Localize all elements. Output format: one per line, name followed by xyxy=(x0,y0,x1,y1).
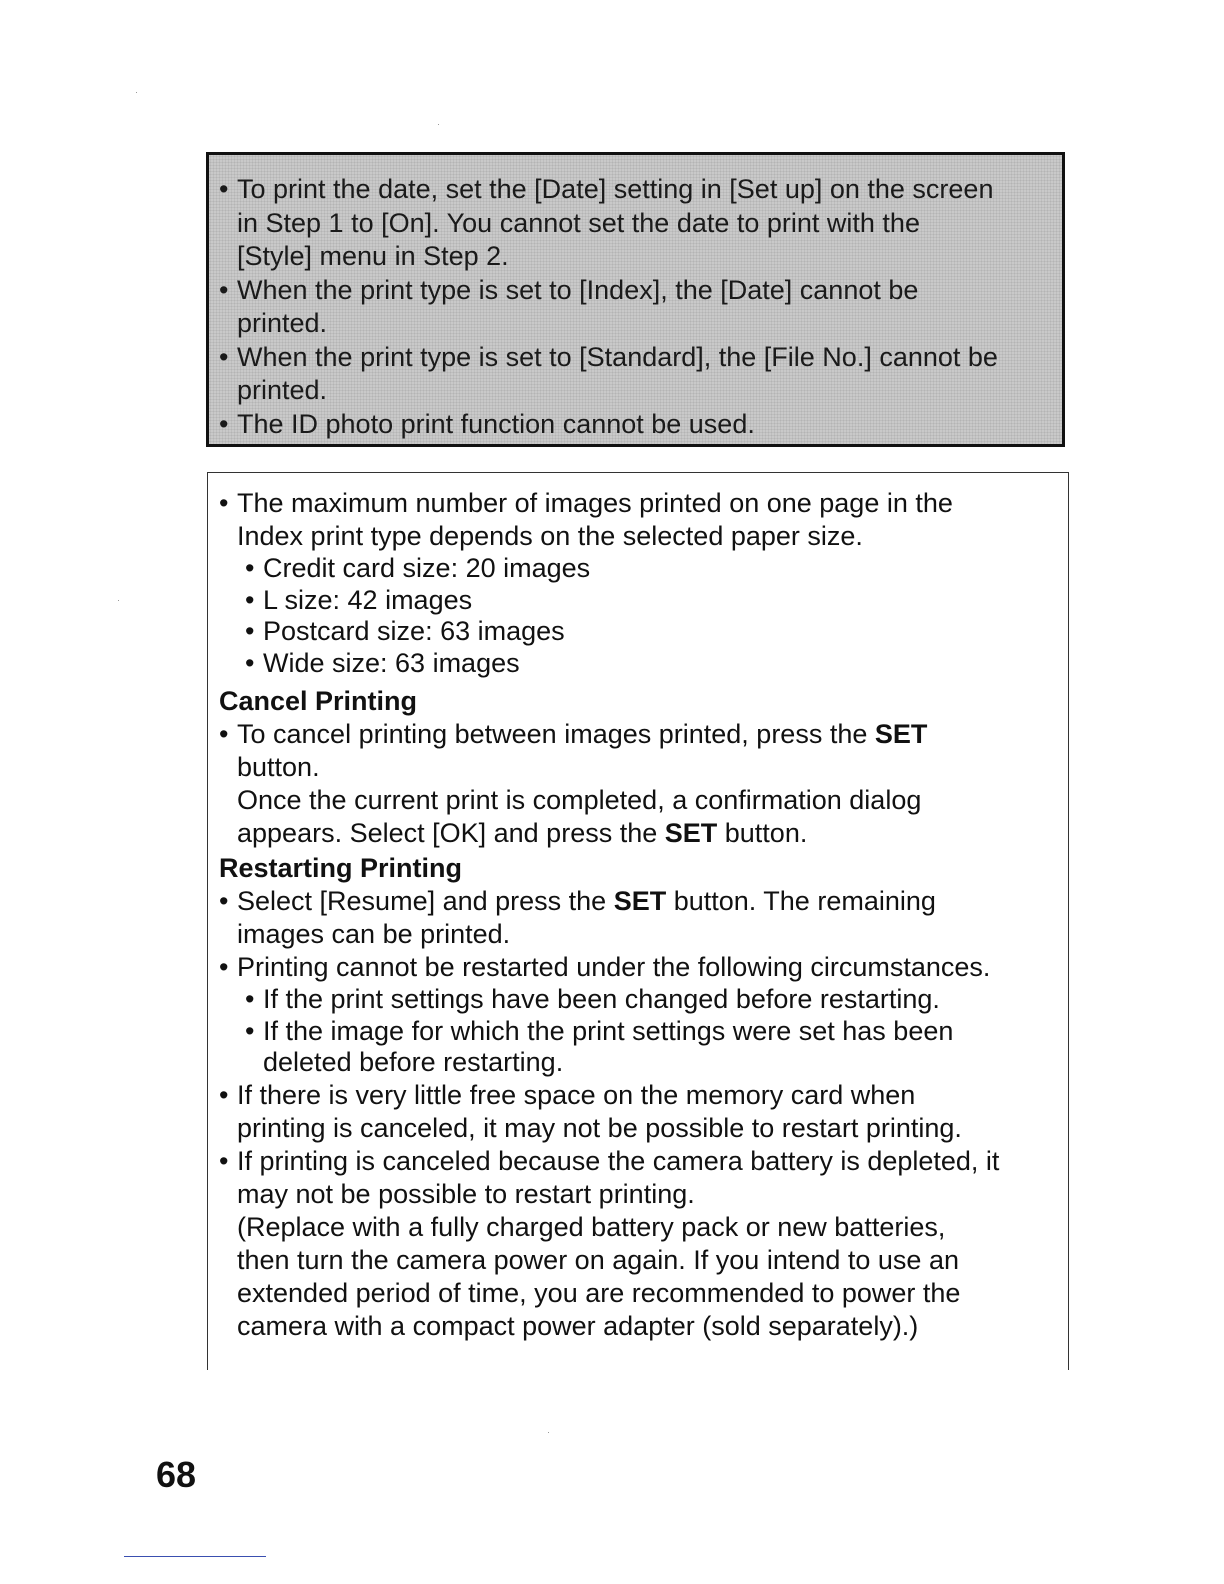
restart-item xyxy=(219,885,1058,951)
paper-size-item xyxy=(219,648,1058,680)
paper-size-text: Postcard size: 63 images xyxy=(263,616,565,646)
notice-item xyxy=(219,173,1050,274)
text-line: If there is very little free space on the memory card when xyxy=(237,1079,916,1110)
cancel-item xyxy=(219,718,1058,784)
notice-line: To print the date, set the [Date] setting in [Set up] on the screen xyxy=(237,174,994,204)
restart-circumstance xyxy=(219,984,1058,1016)
bullet: • xyxy=(219,1145,229,1176)
text-line: deleted before restarting. xyxy=(263,1047,564,1077)
notice-box xyxy=(206,152,1065,447)
scan-speck xyxy=(438,124,439,125)
bullet: • xyxy=(219,341,229,372)
notice-item xyxy=(219,408,1050,442)
bullet: • xyxy=(219,1079,229,1110)
text-line: If the image for which the print settings were set has been xyxy=(263,1015,954,1046)
restart-circumstance xyxy=(219,1016,1058,1079)
text-line: Index print type depends on the selected paper size. xyxy=(237,521,863,551)
notice-line: When the print type is set to [Standard], the [File No.] cannot be xyxy=(237,341,998,372)
set-button-label: SET xyxy=(664,818,718,848)
bullet: • xyxy=(245,584,255,615)
restarting-printing-heading: Restarting Printing xyxy=(219,853,463,883)
page-number: 68 xyxy=(156,1454,197,1495)
set-button-label: SET xyxy=(613,886,667,916)
content-body xyxy=(219,487,1058,1343)
text-run: button. xyxy=(717,818,808,848)
text-line xyxy=(237,718,1058,751)
scan-speck xyxy=(548,1432,549,1433)
bullet: • xyxy=(219,274,229,305)
bullet: • xyxy=(219,488,229,518)
text-line xyxy=(237,885,1058,918)
bullet: • xyxy=(245,616,255,646)
bullet: • xyxy=(219,952,229,982)
notice-line: The ID photo print function cannot be used. xyxy=(237,408,755,439)
text-line: Once the current print is completed, a confirmation dialog xyxy=(237,785,922,815)
notice-item xyxy=(219,274,1050,341)
content-box xyxy=(207,472,1069,1370)
bullet: • xyxy=(219,886,229,916)
text-run: appears. Select [OK] and press the xyxy=(237,818,665,848)
restart-item xyxy=(219,951,1058,984)
text-line: may not be possible to restart printing. xyxy=(237,1178,695,1209)
paper-size-text: L size: 42 images xyxy=(263,584,473,615)
bullet: • xyxy=(219,719,229,749)
bullet: • xyxy=(245,984,255,1014)
scan-speck xyxy=(136,92,137,93)
text-line: printing is canceled, it may not be possible to restart printing. xyxy=(237,1112,962,1143)
text-line: images can be printed. xyxy=(237,919,511,949)
cancel-printing-heading: Cancel Printing xyxy=(219,686,418,716)
restart-item xyxy=(219,1079,1058,1145)
bullet: • xyxy=(245,553,255,583)
bullet: • xyxy=(219,174,229,204)
paper-size-item xyxy=(219,553,1058,585)
index-note-item xyxy=(219,487,1058,553)
notice-line: printed. xyxy=(237,308,328,338)
paper-size-text: Credit card size: 20 images xyxy=(263,553,591,583)
battery-note-paragraph xyxy=(219,1211,1058,1343)
bullet: • xyxy=(245,647,255,678)
text-line: If the print settings have been changed before restarting. xyxy=(263,984,940,1014)
text-run: Select [Resume] and press the xyxy=(237,886,614,916)
paper-size-item xyxy=(219,616,1058,648)
cancel-paragraph xyxy=(219,784,1058,850)
text-line: then turn the camera power on again. If you intend to use an xyxy=(237,1244,959,1275)
text-line: (Replace with a fully charged battery pack or new batteries, xyxy=(237,1211,946,1242)
text-line: extended period of time, you are recommended to power the xyxy=(237,1277,961,1308)
text-line: button. xyxy=(237,752,320,782)
paper-size-item xyxy=(219,585,1058,617)
notice-line: When the print type is set to [Index], the [Date] cannot be xyxy=(237,274,919,305)
bullet: • xyxy=(219,408,229,439)
footer-rule xyxy=(124,1556,266,1557)
restart-item xyxy=(219,1145,1058,1211)
text-line: camera with a compact power adapter (sold separately).) xyxy=(237,1310,919,1341)
notice-line: in Step 1 to [On]. You cannot set the date to print with the xyxy=(237,207,920,238)
text-run: button. The remaining xyxy=(666,886,936,916)
paper-size-text: Wide size: 63 images xyxy=(263,647,520,678)
bullet: • xyxy=(245,1015,255,1046)
text-line: Printing cannot be restarted under the following circumstances. xyxy=(237,952,991,982)
set-button-label: SET xyxy=(874,719,928,749)
notice-item xyxy=(219,341,1050,408)
notice-line: [Style] menu in Step 2. xyxy=(237,241,509,271)
notice-line: printed. xyxy=(237,375,328,405)
text-line xyxy=(237,817,1058,850)
scan-speck xyxy=(118,600,119,601)
text-run: To cancel printing between images printed, press the xyxy=(237,719,875,749)
text-line: If printing is canceled because the camera battery is depleted, it xyxy=(237,1145,1000,1176)
text-line: The maximum number of images printed on one page in the xyxy=(237,488,953,518)
